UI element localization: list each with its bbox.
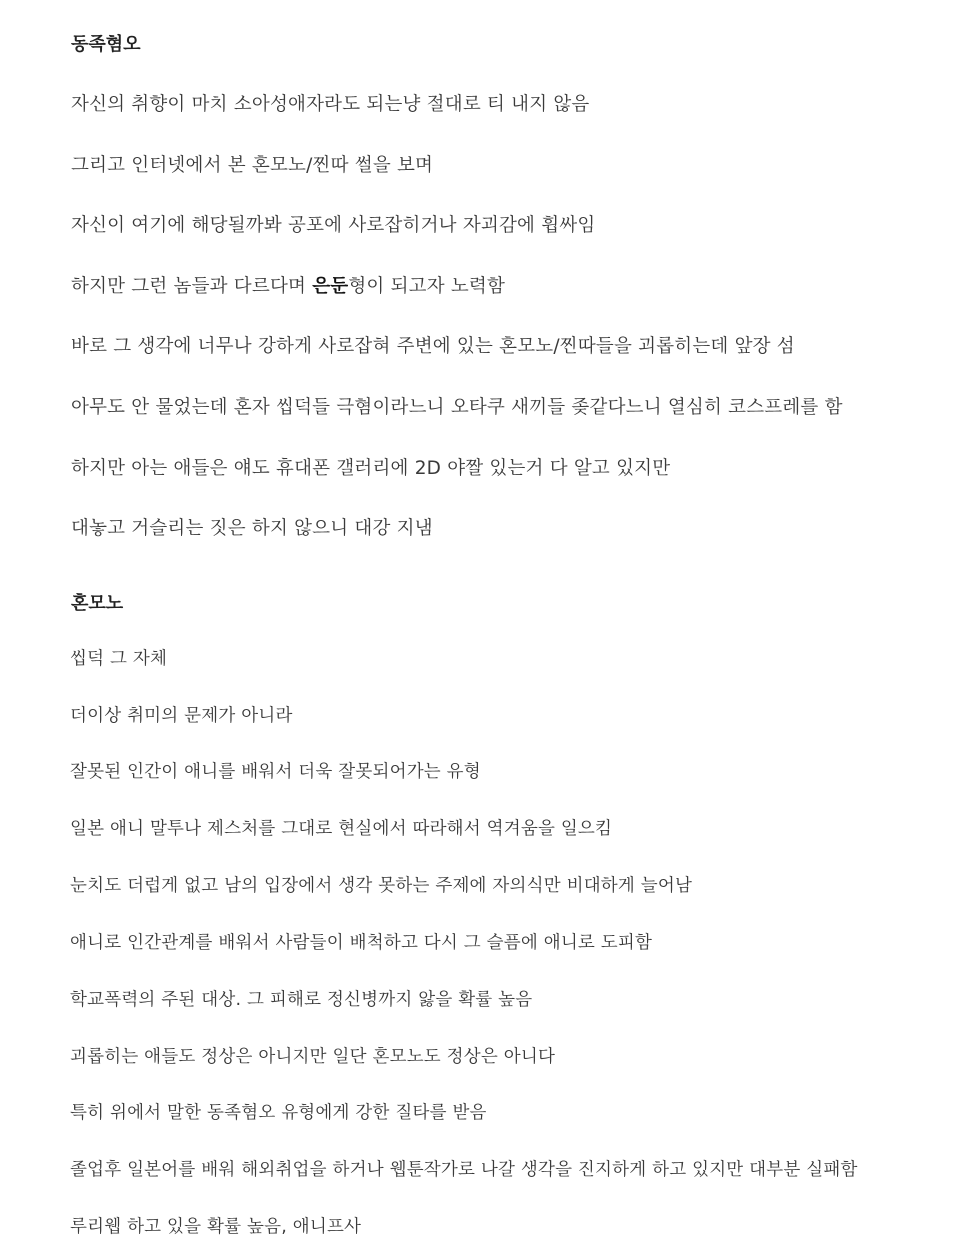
paragraph-line: 눈치도 더럽게 없고 남의 입장에서 생각 못하는 주제에 자의식만 비대하게 늘어남 — [70, 876, 693, 896]
paragraph-line: 씹덕 그 자체 — [70, 649, 168, 669]
paragraph-line: 특히 위에서 말한 동족혐오 유형에게 강한 질타를 받음 — [70, 1103, 487, 1123]
paragraph-line: 애니로 인간관계를 배워서 사람들이 배척하고 다시 그 슬픔에 애니로 도피함 — [70, 933, 653, 953]
paragraph-line-with-emphasis — [71, 272, 505, 298]
paragraph-line: 일본 애니 말투나 제스처를 그대로 현실에서 따라해서 역겨움을 일으킴 — [70, 819, 613, 839]
paragraph-line: 바로 그 생각에 너무나 강하게 사로잡혀 주변에 있는 혼모노/찐따들을 괴롭히는데 앞장 섬 — [71, 336, 795, 357]
paragraph-line: 잘못된 인간이 애니를 배워서 더욱 잘못되어가는 유형 — [70, 762, 481, 782]
paragraph-line: 자신이 여기에 해당될까봐 공포에 사로잡히거나 자괴감에 휩싸임 — [71, 215, 596, 236]
paragraph-line: 대놓고 거슬리는 짓은 하지 않으니 대강 지냄 — [71, 518, 433, 539]
paragraph-line: 자신의 취향이 마치 소아성애자라도 되는냥 절대로 티 내지 않음 — [71, 94, 590, 115]
paragraph-line: 졸업후 일본어를 배워 해외취업을 하거나 웹툰작가로 나갈 생각을 진지하게 하고 있지만 대부분 실패함 — [70, 1160, 858, 1180]
paragraph-line: 아무도 안 물었는데 혼자 씹덕들 극혐이라느니 오타쿠 새끼들 좆같다느니 열심히 코스프레를 함 — [71, 397, 843, 418]
paragraph-line: 더이상 취미의 문제가 아니라 — [70, 706, 293, 726]
section-heading-dongjok: 동족혐오 — [71, 34, 141, 55]
emphasized-word: 은둔 — [312, 276, 349, 297]
text-segment: 형이 되고자 노력함 — [348, 276, 506, 297]
paragraph-line: 학교폭력의 주된 대상. 그 피해로 정신병까지 앓을 확률 높음 — [70, 990, 533, 1010]
paragraph-line: 하지만 아는 애들은 얘도 휴대폰 갤러리에 2D 야짤 있는거 다 알고 있지만 — [71, 458, 671, 479]
paragraph-line: 루리웹 하고 있을 확률 높음, 애니프사 — [70, 1217, 362, 1237]
text-segment: 하지만 그런 놈들과 다르다며 — [71, 276, 313, 297]
paragraph-line: 괴롭히는 애들도 정상은 아니지만 일단 혼모노도 정상은 아니다 — [70, 1047, 556, 1067]
section-heading-honmono: 혼모노 — [71, 593, 124, 614]
paragraph-line: 그리고 인터넷에서 본 혼모노/찐따 썰을 보며 — [71, 155, 434, 176]
